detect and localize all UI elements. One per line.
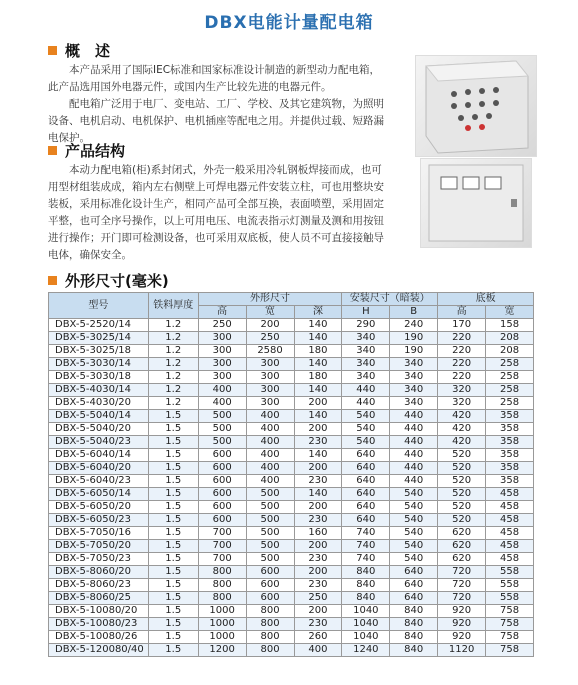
table-cell: 340 bbox=[342, 345, 390, 358]
table-cell: 140 bbox=[294, 410, 342, 423]
table-row bbox=[49, 371, 534, 384]
table-cell: 640 bbox=[342, 449, 390, 462]
table-cell: 400 bbox=[246, 423, 294, 436]
table-cell: 458 bbox=[486, 540, 534, 553]
section-bullet-icon bbox=[48, 146, 57, 155]
model-cell: DBX-5-10080/26 bbox=[49, 631, 149, 644]
table-cell: 1.2 bbox=[148, 345, 198, 358]
table-cell: 840 bbox=[390, 605, 438, 618]
model-cell: DBX-5-8060/20 bbox=[49, 566, 149, 579]
table-cell: 640 bbox=[342, 488, 390, 501]
table-cell: 300 bbox=[246, 397, 294, 410]
table-cell: 200 bbox=[294, 605, 342, 618]
table-cell: 158 bbox=[486, 319, 534, 332]
table-cell: 1.5 bbox=[148, 566, 198, 579]
section-bullet-icon bbox=[48, 276, 57, 285]
header-outer-depth: 深 bbox=[294, 306, 342, 319]
table-row bbox=[49, 384, 534, 397]
table-cell: 140 bbox=[294, 488, 342, 501]
table-cell: 540 bbox=[342, 410, 390, 423]
table-cell: 220 bbox=[438, 371, 486, 384]
table-cell: 540 bbox=[390, 553, 438, 566]
table-cell: 190 bbox=[390, 345, 438, 358]
table-cell: 800 bbox=[246, 644, 294, 657]
table-cell: 540 bbox=[342, 436, 390, 449]
table-cell: 340 bbox=[342, 358, 390, 371]
table-row bbox=[49, 423, 534, 436]
table-cell: 1.2 bbox=[148, 371, 198, 384]
table-row bbox=[49, 462, 534, 475]
table-cell: 640 bbox=[342, 462, 390, 475]
table-cell: 250 bbox=[246, 332, 294, 345]
table-cell: 300 bbox=[198, 358, 246, 371]
meter-box-image-icon bbox=[421, 159, 531, 247]
table-row bbox=[49, 579, 534, 592]
table-cell: 1.5 bbox=[148, 618, 198, 631]
model-cell: DBX-5-6050/20 bbox=[49, 501, 149, 514]
table-cell: 1.5 bbox=[148, 527, 198, 540]
table-cell: 920 bbox=[438, 631, 486, 644]
table-cell: 140 bbox=[294, 358, 342, 371]
table-cell: 200 bbox=[294, 462, 342, 475]
table-cell: 520 bbox=[438, 488, 486, 501]
table-cell: 420 bbox=[438, 423, 486, 436]
table-cell: 500 bbox=[246, 540, 294, 553]
table-cell: 1.5 bbox=[148, 579, 198, 592]
table-cell: 800 bbox=[198, 579, 246, 592]
model-cell: DBX-5-120080/40 bbox=[49, 644, 149, 657]
table-cell: 1040 bbox=[342, 618, 390, 631]
table-cell: 540 bbox=[390, 540, 438, 553]
table-cell: 800 bbox=[198, 592, 246, 605]
table-cell: 600 bbox=[198, 449, 246, 462]
model-cell: DBX-5-3025/14 bbox=[49, 332, 149, 345]
table-cell: 1.5 bbox=[148, 449, 198, 462]
table-cell: 358 bbox=[486, 410, 534, 423]
table-cell: 720 bbox=[438, 579, 486, 592]
model-cell: DBX-5-8060/23 bbox=[49, 579, 149, 592]
header-thickness: 铁料厚度 bbox=[148, 293, 198, 319]
table-cell: 1.5 bbox=[148, 410, 198, 423]
table-cell: 540 bbox=[390, 488, 438, 501]
table-cell: 640 bbox=[342, 514, 390, 527]
table-cell: 290 bbox=[342, 319, 390, 332]
table-cell: 340 bbox=[390, 358, 438, 371]
header-base: 底板 bbox=[438, 293, 534, 306]
header-outer-width: 宽 bbox=[246, 306, 294, 319]
structure-text: 本动力配电箱(柜)系封闭式，外壳一般采用冷轧钢板焊接而成，也可用型材组装成成，箱内左右侧壁上可焊电器元件安装立柱，可也用整块安装板，采用标准化设计生产，相同产品可全部互换，表面喷塑，采用固定平整，也可全序号操作，以上可用电压、电流表指示灯测量及测和用按钮进行操作；开门即可检测设备，也可采用双底板，使人员不可直接接触导电体，确保安全。 bbox=[48, 164, 384, 261]
model-cell: DBX-5-6050/14 bbox=[49, 488, 149, 501]
table-cell: 1.5 bbox=[148, 631, 198, 644]
model-cell: DBX-5-10080/23 bbox=[49, 618, 149, 631]
table-cell: 258 bbox=[486, 358, 534, 371]
table-cell: 230 bbox=[294, 618, 342, 631]
table-cell: 250 bbox=[294, 592, 342, 605]
table-cell: 440 bbox=[390, 449, 438, 462]
table-row bbox=[49, 332, 534, 345]
table-cell: 840 bbox=[390, 618, 438, 631]
table-cell: 300 bbox=[246, 358, 294, 371]
table-cell: 1.2 bbox=[148, 384, 198, 397]
table-cell: 1040 bbox=[342, 605, 390, 618]
table-cell: 800 bbox=[246, 618, 294, 631]
table-row bbox=[49, 553, 534, 566]
overview-heading: 概 述 bbox=[48, 40, 110, 61]
table-cell: 340 bbox=[342, 371, 390, 384]
header-base-height: 高 bbox=[438, 306, 486, 319]
table-cell: 358 bbox=[486, 462, 534, 475]
table-cell: 600 bbox=[198, 488, 246, 501]
table-cell: 520 bbox=[438, 501, 486, 514]
table-row bbox=[49, 644, 534, 657]
table-cell: 1.5 bbox=[148, 514, 198, 527]
header-install-b: B bbox=[390, 306, 438, 319]
table-cell: 300 bbox=[198, 371, 246, 384]
table-cell: 840 bbox=[390, 644, 438, 657]
table-cell: 258 bbox=[486, 371, 534, 384]
table-cell: 500 bbox=[198, 423, 246, 436]
table-row bbox=[49, 345, 534, 358]
model-cell: DBX-5-5040/14 bbox=[49, 410, 149, 423]
model-cell: DBX-5-2520/14 bbox=[49, 319, 149, 332]
table-cell: 170 bbox=[438, 319, 486, 332]
table-cell: 230 bbox=[294, 436, 342, 449]
table-row bbox=[49, 631, 534, 644]
table-cell: 600 bbox=[246, 579, 294, 592]
table-row bbox=[49, 410, 534, 423]
table-cell: 200 bbox=[294, 397, 342, 410]
table-cell: 800 bbox=[246, 631, 294, 644]
table-cell: 620 bbox=[438, 540, 486, 553]
table-cell: 458 bbox=[486, 488, 534, 501]
table-cell: 440 bbox=[390, 423, 438, 436]
table-cell: 1000 bbox=[198, 605, 246, 618]
table-cell: 320 bbox=[438, 397, 486, 410]
table-cell: 400 bbox=[294, 644, 342, 657]
table-cell: 840 bbox=[390, 631, 438, 644]
table-cell: 600 bbox=[246, 566, 294, 579]
table-cell: 200 bbox=[246, 319, 294, 332]
table-cell: 180 bbox=[294, 371, 342, 384]
section-bullet-icon bbox=[48, 46, 57, 55]
table-cell: 1.5 bbox=[148, 605, 198, 618]
table-cell: 160 bbox=[294, 527, 342, 540]
model-cell: DBX-5-5040/20 bbox=[49, 423, 149, 436]
table-cell: 640 bbox=[390, 592, 438, 605]
table-row bbox=[49, 501, 534, 514]
table-cell: 520 bbox=[438, 514, 486, 527]
table-cell: 500 bbox=[246, 501, 294, 514]
table-cell: 600 bbox=[198, 514, 246, 527]
table-cell: 600 bbox=[198, 475, 246, 488]
table-cell: 720 bbox=[438, 566, 486, 579]
table-cell: 500 bbox=[246, 488, 294, 501]
table-cell: 458 bbox=[486, 501, 534, 514]
table-cell: 1000 bbox=[198, 631, 246, 644]
table-cell: 400 bbox=[198, 397, 246, 410]
table-cell: 300 bbox=[246, 384, 294, 397]
table-row bbox=[49, 618, 534, 631]
table-cell: 400 bbox=[246, 462, 294, 475]
table-cell: 180 bbox=[294, 345, 342, 358]
model-cell: DBX-5-5040/23 bbox=[49, 436, 149, 449]
table-cell: 520 bbox=[438, 462, 486, 475]
table-cell: 1.2 bbox=[148, 397, 198, 410]
table-cell: 640 bbox=[390, 566, 438, 579]
table-cell: 400 bbox=[246, 410, 294, 423]
table-cell: 220 bbox=[438, 332, 486, 345]
table-cell: 458 bbox=[486, 527, 534, 540]
dimensions-table-body bbox=[49, 319, 534, 657]
table-cell: 1.5 bbox=[148, 475, 198, 488]
table-cell: 140 bbox=[294, 449, 342, 462]
header-outer: 外形尺寸 bbox=[198, 293, 342, 306]
model-cell: DBX-5-7050/16 bbox=[49, 527, 149, 540]
structure-heading: 产品结构 bbox=[48, 140, 125, 161]
table-cell: 740 bbox=[342, 540, 390, 553]
table-cell: 1040 bbox=[342, 631, 390, 644]
model-cell: DBX-5-6040/14 bbox=[49, 449, 149, 462]
table-cell: 258 bbox=[486, 397, 534, 410]
table-cell: 400 bbox=[198, 384, 246, 397]
table-cell: 440 bbox=[390, 462, 438, 475]
table-cell: 340 bbox=[390, 397, 438, 410]
table-cell: 230 bbox=[294, 579, 342, 592]
table-cell: 260 bbox=[294, 631, 342, 644]
model-cell: DBX-5-3030/18 bbox=[49, 371, 149, 384]
table-cell: 1.5 bbox=[148, 462, 198, 475]
table-cell: 1.5 bbox=[148, 501, 198, 514]
table-cell: 540 bbox=[390, 514, 438, 527]
table-cell: 500 bbox=[198, 436, 246, 449]
model-cell: DBX-5-6040/23 bbox=[49, 475, 149, 488]
table-cell: 1.2 bbox=[148, 319, 198, 332]
table-cell: 1.5 bbox=[148, 553, 198, 566]
table-cell: 520 bbox=[438, 475, 486, 488]
table-cell: 300 bbox=[198, 345, 246, 358]
table-row bbox=[49, 397, 534, 410]
table-row bbox=[49, 592, 534, 605]
table-cell: 140 bbox=[294, 332, 342, 345]
header-model: 型号 bbox=[49, 293, 149, 319]
dimensions-heading: 外形尺寸(毫米) bbox=[48, 270, 169, 291]
table-cell: 458 bbox=[486, 514, 534, 527]
table-cell: 420 bbox=[438, 436, 486, 449]
table-cell: 840 bbox=[342, 566, 390, 579]
table-row bbox=[49, 514, 534, 527]
table-cell: 700 bbox=[198, 540, 246, 553]
table-row bbox=[49, 605, 534, 618]
table-cell: 920 bbox=[438, 618, 486, 631]
table-cell: 540 bbox=[390, 527, 438, 540]
table-cell: 640 bbox=[342, 475, 390, 488]
product-photo-bottom bbox=[420, 158, 532, 248]
table-cell: 358 bbox=[486, 449, 534, 462]
table-cell: 340 bbox=[390, 384, 438, 397]
table-cell: 300 bbox=[198, 332, 246, 345]
table-cell: 600 bbox=[198, 462, 246, 475]
table-row bbox=[49, 358, 534, 371]
model-cell: DBX-5-7050/20 bbox=[49, 540, 149, 553]
table-cell: 1.5 bbox=[148, 488, 198, 501]
table-cell: 758 bbox=[486, 644, 534, 657]
table-row bbox=[49, 319, 534, 332]
table-cell: 1.5 bbox=[148, 644, 198, 657]
table-cell: 358 bbox=[486, 475, 534, 488]
table-cell: 1.2 bbox=[148, 358, 198, 371]
table-cell: 358 bbox=[486, 423, 534, 436]
table-cell: 1.2 bbox=[148, 332, 198, 345]
table-cell: 1000 bbox=[198, 618, 246, 631]
table-cell: 640 bbox=[342, 501, 390, 514]
table-cell: 440 bbox=[390, 475, 438, 488]
table-cell: 400 bbox=[246, 475, 294, 488]
header-base-width: 宽 bbox=[486, 306, 534, 319]
table-cell: 258 bbox=[486, 384, 534, 397]
table-cell: 758 bbox=[486, 618, 534, 631]
table-cell: 440 bbox=[342, 384, 390, 397]
table-cell: 440 bbox=[342, 397, 390, 410]
table-cell: 250 bbox=[198, 319, 246, 332]
header-install-h: H bbox=[342, 306, 390, 319]
table-cell: 208 bbox=[486, 345, 534, 358]
table-cell: 758 bbox=[486, 631, 534, 644]
table-cell: 230 bbox=[294, 553, 342, 566]
model-cell: DBX-5-8060/25 bbox=[49, 592, 149, 605]
table-cell: 640 bbox=[390, 579, 438, 592]
table-cell: 740 bbox=[342, 527, 390, 540]
table-row bbox=[49, 436, 534, 449]
table-cell: 440 bbox=[390, 410, 438, 423]
model-cell: DBX-5-6050/23 bbox=[49, 514, 149, 527]
table-cell: 620 bbox=[438, 527, 486, 540]
table-row bbox=[49, 488, 534, 501]
table-cell: 1200 bbox=[198, 644, 246, 657]
table-row bbox=[49, 540, 534, 553]
table-cell: 140 bbox=[294, 319, 342, 332]
table-cell: 300 bbox=[246, 371, 294, 384]
table-cell: 600 bbox=[198, 501, 246, 514]
table-cell: 320 bbox=[438, 384, 486, 397]
model-cell: DBX-5-4030/20 bbox=[49, 397, 149, 410]
model-cell: DBX-5-3030/14 bbox=[49, 358, 149, 371]
table-cell: 1.5 bbox=[148, 423, 198, 436]
table-cell: 220 bbox=[438, 358, 486, 371]
table-cell: 1.5 bbox=[148, 436, 198, 449]
cabinet-image-icon bbox=[416, 56, 536, 156]
table-cell: 500 bbox=[198, 410, 246, 423]
table-cell: 740 bbox=[342, 553, 390, 566]
table-cell: 620 bbox=[438, 553, 486, 566]
table-cell: 720 bbox=[438, 592, 486, 605]
table-cell: 500 bbox=[246, 514, 294, 527]
table-cell: 600 bbox=[246, 592, 294, 605]
table-cell: 920 bbox=[438, 605, 486, 618]
overview-text: 本产品采用了国际IEC标准和国家标准设计制造的新型动力配电箱，此产品选用国外电器元件，或国内生产比较先进的电器元件。 配电箱广泛用于电厂、变电站、工厂、学校、及其它建筑物，为照明设备、电机启动、电机保护、电机插座等配电之用。并提供过载、短路漏电保护。 bbox=[48, 64, 384, 144]
table-cell: 230 bbox=[294, 514, 342, 527]
table-cell: 558 bbox=[486, 566, 534, 579]
table-cell: 558 bbox=[486, 592, 534, 605]
table-cell: 800 bbox=[198, 566, 246, 579]
table-cell: 1.5 bbox=[148, 540, 198, 553]
table-cell: 1.5 bbox=[148, 592, 198, 605]
header-install: 安装尺寸（暗装） bbox=[342, 293, 438, 306]
table-cell: 420 bbox=[438, 410, 486, 423]
table-cell: 340 bbox=[342, 332, 390, 345]
table-cell: 220 bbox=[438, 345, 486, 358]
table-row bbox=[49, 449, 534, 462]
table-row bbox=[49, 566, 534, 579]
table-cell: 840 bbox=[342, 592, 390, 605]
table-cell: 230 bbox=[294, 475, 342, 488]
table-cell: 500 bbox=[246, 553, 294, 566]
table-cell: 190 bbox=[390, 332, 438, 345]
table-cell: 500 bbox=[246, 527, 294, 540]
header-outer-height: 高 bbox=[198, 306, 246, 319]
model-cell: DBX-5-3025/18 bbox=[49, 345, 149, 358]
table-cell: 200 bbox=[294, 423, 342, 436]
table-cell: 340 bbox=[390, 371, 438, 384]
table-row bbox=[49, 527, 534, 540]
table-cell: 200 bbox=[294, 501, 342, 514]
table-cell: 208 bbox=[486, 332, 534, 345]
table-cell: 400 bbox=[246, 449, 294, 462]
table-cell: 458 bbox=[486, 553, 534, 566]
table-cell: 800 bbox=[246, 605, 294, 618]
table-cell: 700 bbox=[198, 553, 246, 566]
table-cell: 200 bbox=[294, 540, 342, 553]
product-photo-top bbox=[415, 55, 537, 157]
model-cell: DBX-5-7050/23 bbox=[49, 553, 149, 566]
table-cell: 440 bbox=[390, 436, 438, 449]
model-cell: DBX-5-4030/14 bbox=[49, 384, 149, 397]
table-cell: 1120 bbox=[438, 644, 486, 657]
table-cell: 540 bbox=[390, 501, 438, 514]
table-cell: 200 bbox=[294, 566, 342, 579]
table-cell: 558 bbox=[486, 579, 534, 592]
table-row bbox=[49, 475, 534, 488]
table-cell: 400 bbox=[246, 436, 294, 449]
table-cell: 758 bbox=[486, 605, 534, 618]
table-cell: 240 bbox=[390, 319, 438, 332]
table-cell: 1240 bbox=[342, 644, 390, 657]
dimensions-table bbox=[48, 292, 534, 657]
table-cell: 140 bbox=[294, 384, 342, 397]
table-cell: 358 bbox=[486, 436, 534, 449]
model-cell: DBX-5-10080/20 bbox=[49, 605, 149, 618]
table-cell: 2580 bbox=[246, 345, 294, 358]
page-title: DBX电能计量配电箱 bbox=[204, 13, 374, 33]
table-cell: 540 bbox=[342, 423, 390, 436]
table-cell: 520 bbox=[438, 449, 486, 462]
table-cell: 700 bbox=[198, 527, 246, 540]
table-cell: 840 bbox=[342, 579, 390, 592]
model-cell: DBX-5-6040/20 bbox=[49, 462, 149, 475]
